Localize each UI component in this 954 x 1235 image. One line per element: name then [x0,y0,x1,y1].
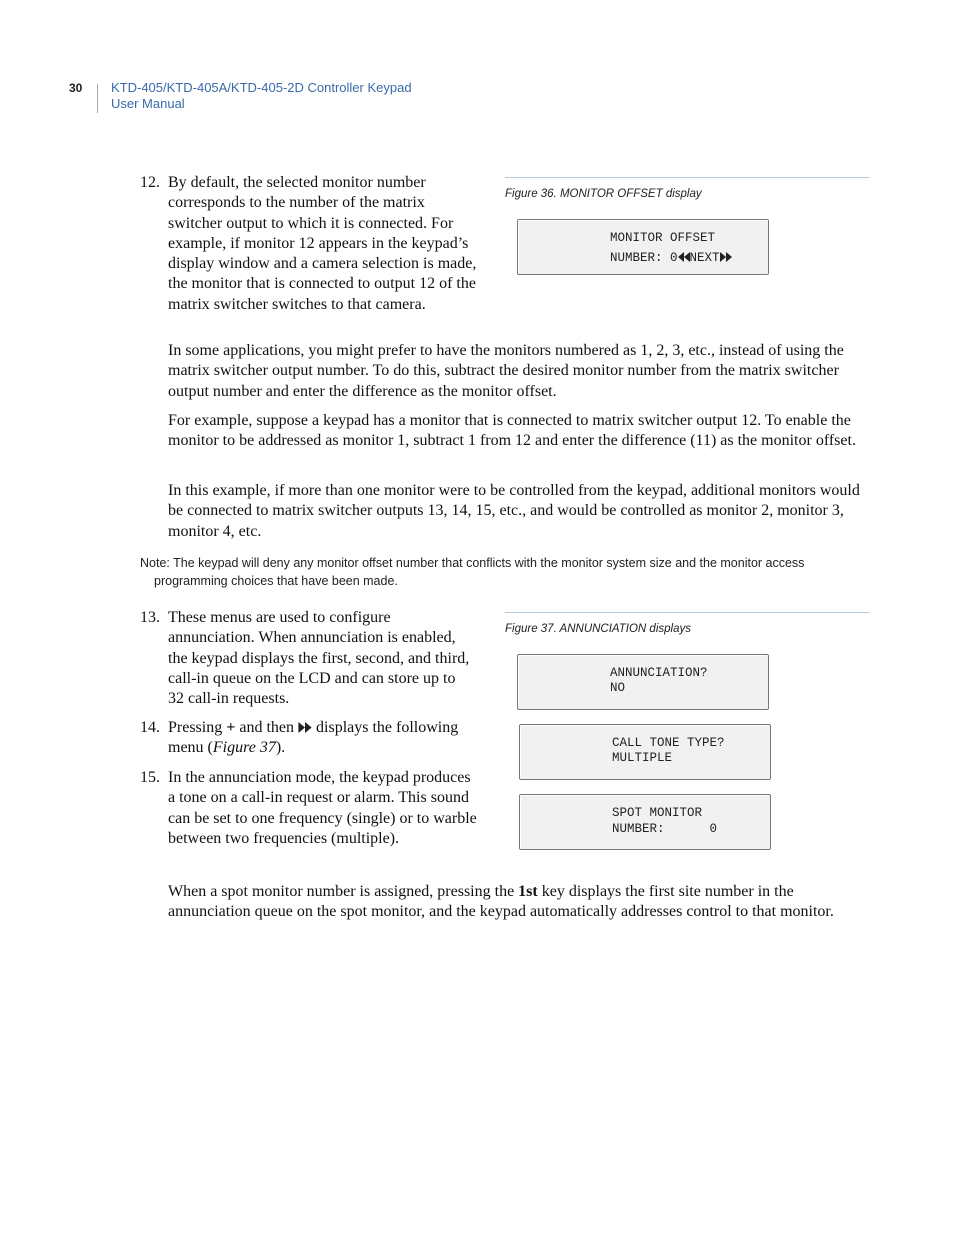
lcd-line-2: NUMBER: 0 [612,822,718,836]
item-text: In the annunciation mode, the keypad produces a tone on a call-in request or alarm. This sound can be set to one frequency (single) or to warble between two frequencies (multiple). [168,769,477,847]
double-right-triangle-icon [720,252,732,262]
item-number: 14. [140,719,160,736]
item-text: By default, the selected monitor number corresponds to the number of the matrix switcher output to which it is connected. For example, if monitor 12 appears in the keypad’s display window and a camera selection is made, the monitor that is connected to output 12 of the matrix switcher switches to that camera. [168,174,477,313]
lcd-display-call-tone [519,724,771,780]
item-number: 12. [140,174,160,191]
lcd-line-2: NO [610,681,626,695]
figure-rule [505,177,870,178]
paragraph-text-part: When a spot monitor number is assigned, pressing the [168,883,519,900]
header-title-line1: KTD-405/KTD-405A/KTD-405-2D Controller Keypad [111,80,412,95]
item-text: These menus are used to configure annunciation. When annunciation is enabled, the keypad displays the first, second, and third, call-in queue on the LCD and can store up to 32 call-in requests. [168,609,470,708]
header-title-line2: User Manual [111,96,185,111]
lcd-number-text: NUMBER: 0 [610,251,678,265]
item-text-part: displays the following menu ( [168,719,459,757]
item-text-part: Pressing [168,719,227,736]
body-paragraph-1: In some applications, you might prefer to have the monitors numbered as 1, 2, 3, etc., instead of using the matrix switcher output number. To do this, subtract the desired monitor number from the matrix switcher output number and enter the difference as the monitor offset. [168,342,844,400]
body-paragraph-3: In this example, if more than one monitor were to be controlled from the keypad, additional monitors would be connected to matrix switcher outputs 13, 14, 15, etc., and would be controlled as monitor 2, monitor 3, monitor 4, etc. [168,482,860,540]
lcd-line-1: CALL TONE TYPE? [612,736,725,750]
note [140,554,870,590]
lcd-display-annunciation [517,654,769,710]
double-left-triangle-icon [678,252,690,262]
lcd-line-1: SPOT MONITOR [612,806,703,820]
item-text [168,718,478,759]
body-paragraph-2: For example, suppose a keypad has a monitor that is connected to matrix switcher output 12. To enable the monitor to be addressed as monitor 1, subtract 1 from 12 and enter the difference (11) as the monitor offset. [168,412,856,450]
lcd-line-2: MULTIPLE [612,751,673,765]
figure-rule [505,612,870,613]
item-text-part: and then [235,719,299,736]
plus-key: + [226,719,236,736]
double-right-triangle-icon [298,722,312,733]
body-paragraph-final [168,882,870,923]
lcd-line-2 [610,251,732,266]
figure-37-caption: Figure 37. ANNUNCIATION displays [505,623,691,635]
item-number: 15. [140,769,160,786]
item-number: 13. [140,609,160,626]
figure-36-caption: Figure 36. MONITOR OFFSET display [505,188,702,200]
lcd-display-spot-monitor [519,794,771,850]
paragraph-text-part: key displays the first site number in the annunciation queue on the spot monitor, and the keypad automatically addresses control to that monitor. [168,883,834,921]
figure-reference: Figure 37 [212,739,276,757]
running-header [111,80,511,112]
lcd-next-text: NEXT [689,251,720,265]
lcd-display-monitor-offset [517,219,769,275]
note-line-1: Note: The keypad will deny any monitor offset number that conflicts with the monitor system size and the monitor access [140,556,805,570]
item-text-part: ). [275,739,286,757]
lcd-line-1: ANNUNCIATION? [610,666,708,680]
page-number: 30 [69,81,83,95]
lcd-line-1: MONITOR OFFSET [610,231,716,245]
note-line-2: programming choices that have been made. [154,574,398,588]
key-name: 1st [518,883,538,900]
header-divider [97,84,98,113]
